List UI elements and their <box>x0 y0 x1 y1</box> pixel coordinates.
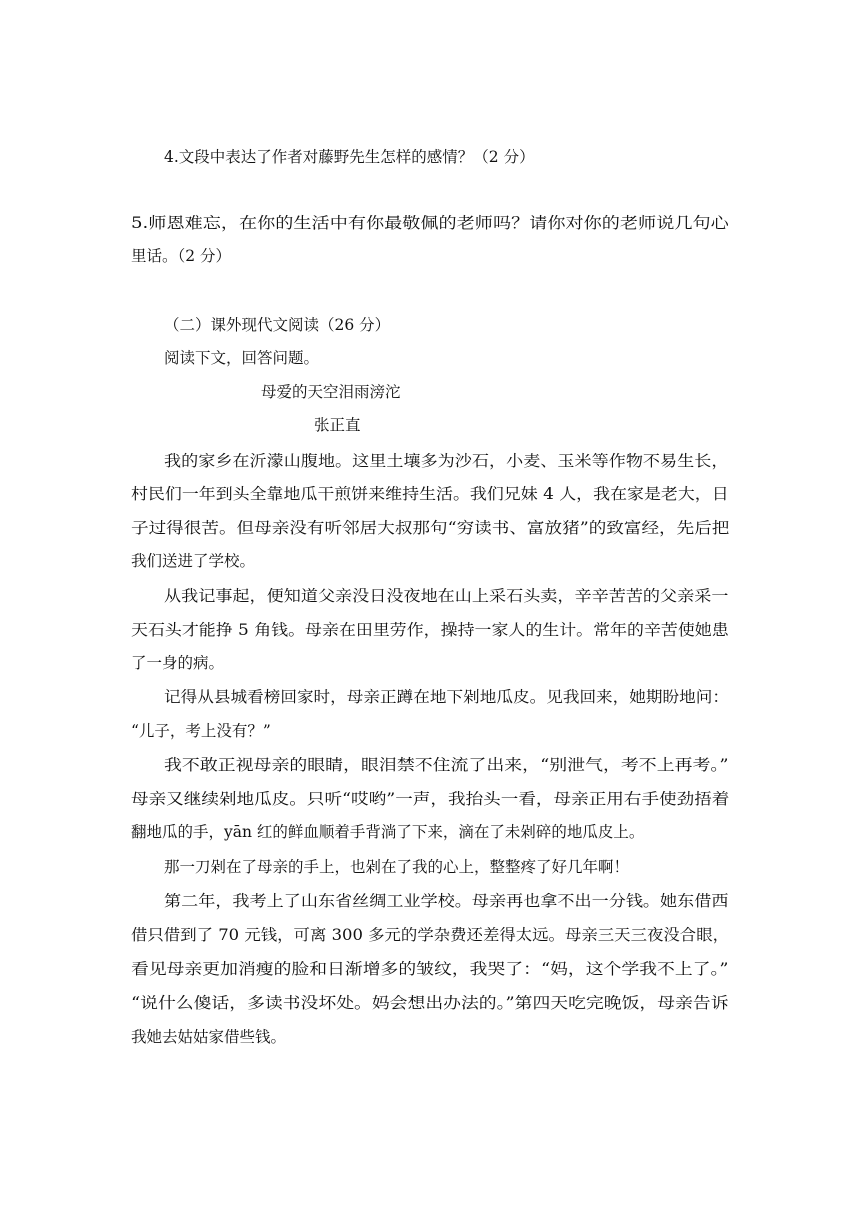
article-line: 村民们一年到头全靠地瓜干煎饼来维持生活。我们兄妹 4 人，我在家是老大，日 <box>131 485 729 503</box>
article-author: 张正直 <box>314 416 361 434</box>
article-line: 我们送进了学校。 <box>131 552 256 570</box>
article-line: 那一刀剁在了母亲的手上，也剁在了我的心上，整整疼了好几年啊！ <box>164 858 630 876</box>
section-instruction: 阅读下文，回答问题。 <box>164 349 320 367</box>
article-line: 记得从县城看榜回家时，母亲正蹲在地下剁地瓜皮。见我回来，她期盼地问： <box>164 688 729 706</box>
article-line: 了一身的病。 <box>131 654 225 672</box>
article-line: 我的家乡在沂濛山腹地。这里土壤多为沙石，小麦、玉米等作物不易生长， <box>164 452 729 470</box>
article-line: 母亲又继续剁地瓜皮。只听“哎哟”一声，我抬头一看，母亲正用右手使劲捂着 <box>131 790 729 808</box>
article-line: 天石头才能挣 5 角钱。母亲在田里劳作，操持一家人的生计。常年的辛苦使她患 <box>131 621 729 639</box>
question-4: 4.文段中表达了作者对藤野先生怎样的感情？（2 分） <box>164 148 535 166</box>
article-line: 子过得很苦。但母亲没有听邻居大叔那句“穷读书、富放猪”的致富经，先后把 <box>131 519 729 537</box>
article-line: “说什么傻话，多读书没坏处。妈会想出办法的。”第四天吃完晚饭，母亲告诉 <box>131 994 729 1012</box>
article-line: 第二年，我考上了山东省丝绸工业学校。母亲再也拿不出一分钱。她东借西 <box>164 892 729 910</box>
question-5-line-1: 5.师恩难忘，在你的生活中有你最敬佩的老师吗？请你对你的老师说几句心 <box>131 214 729 232</box>
article-line: 翻地瓜的手，yān 红的鲜血顺着手背淌了下来，滴在了未剁碎的地瓜皮上。 <box>131 823 645 841</box>
article-line: 我她去姑姑家借些钱。 <box>131 1028 287 1046</box>
section-heading: （二）课外现代文阅读（26 分） <box>164 316 391 334</box>
article-line: 看见母亲更加消瘦的脸和日渐增多的皱纹，我哭了：“妈，这个学我不上了。” <box>131 960 729 978</box>
article-title: 母爱的天空泪雨滂沱 <box>261 383 401 401</box>
question-5-line-2: 里话。（2 分） <box>131 247 232 265</box>
article-line: 借只借到了 70 元钱，可离 300 多元的学杂费还差得太远。母亲三天三夜没合眼， <box>131 926 729 944</box>
article-line: 我不敢正视母亲的眼睛，眼泪禁不住流了出来，“别泄气，考不上再考。” <box>164 756 729 774</box>
article-line: “儿子，考上没有？” <box>131 722 271 740</box>
article-line: 从我记事起，便知道父亲没日没夜地在山上采石头卖，辛辛苦苦的父亲采一 <box>164 587 729 605</box>
